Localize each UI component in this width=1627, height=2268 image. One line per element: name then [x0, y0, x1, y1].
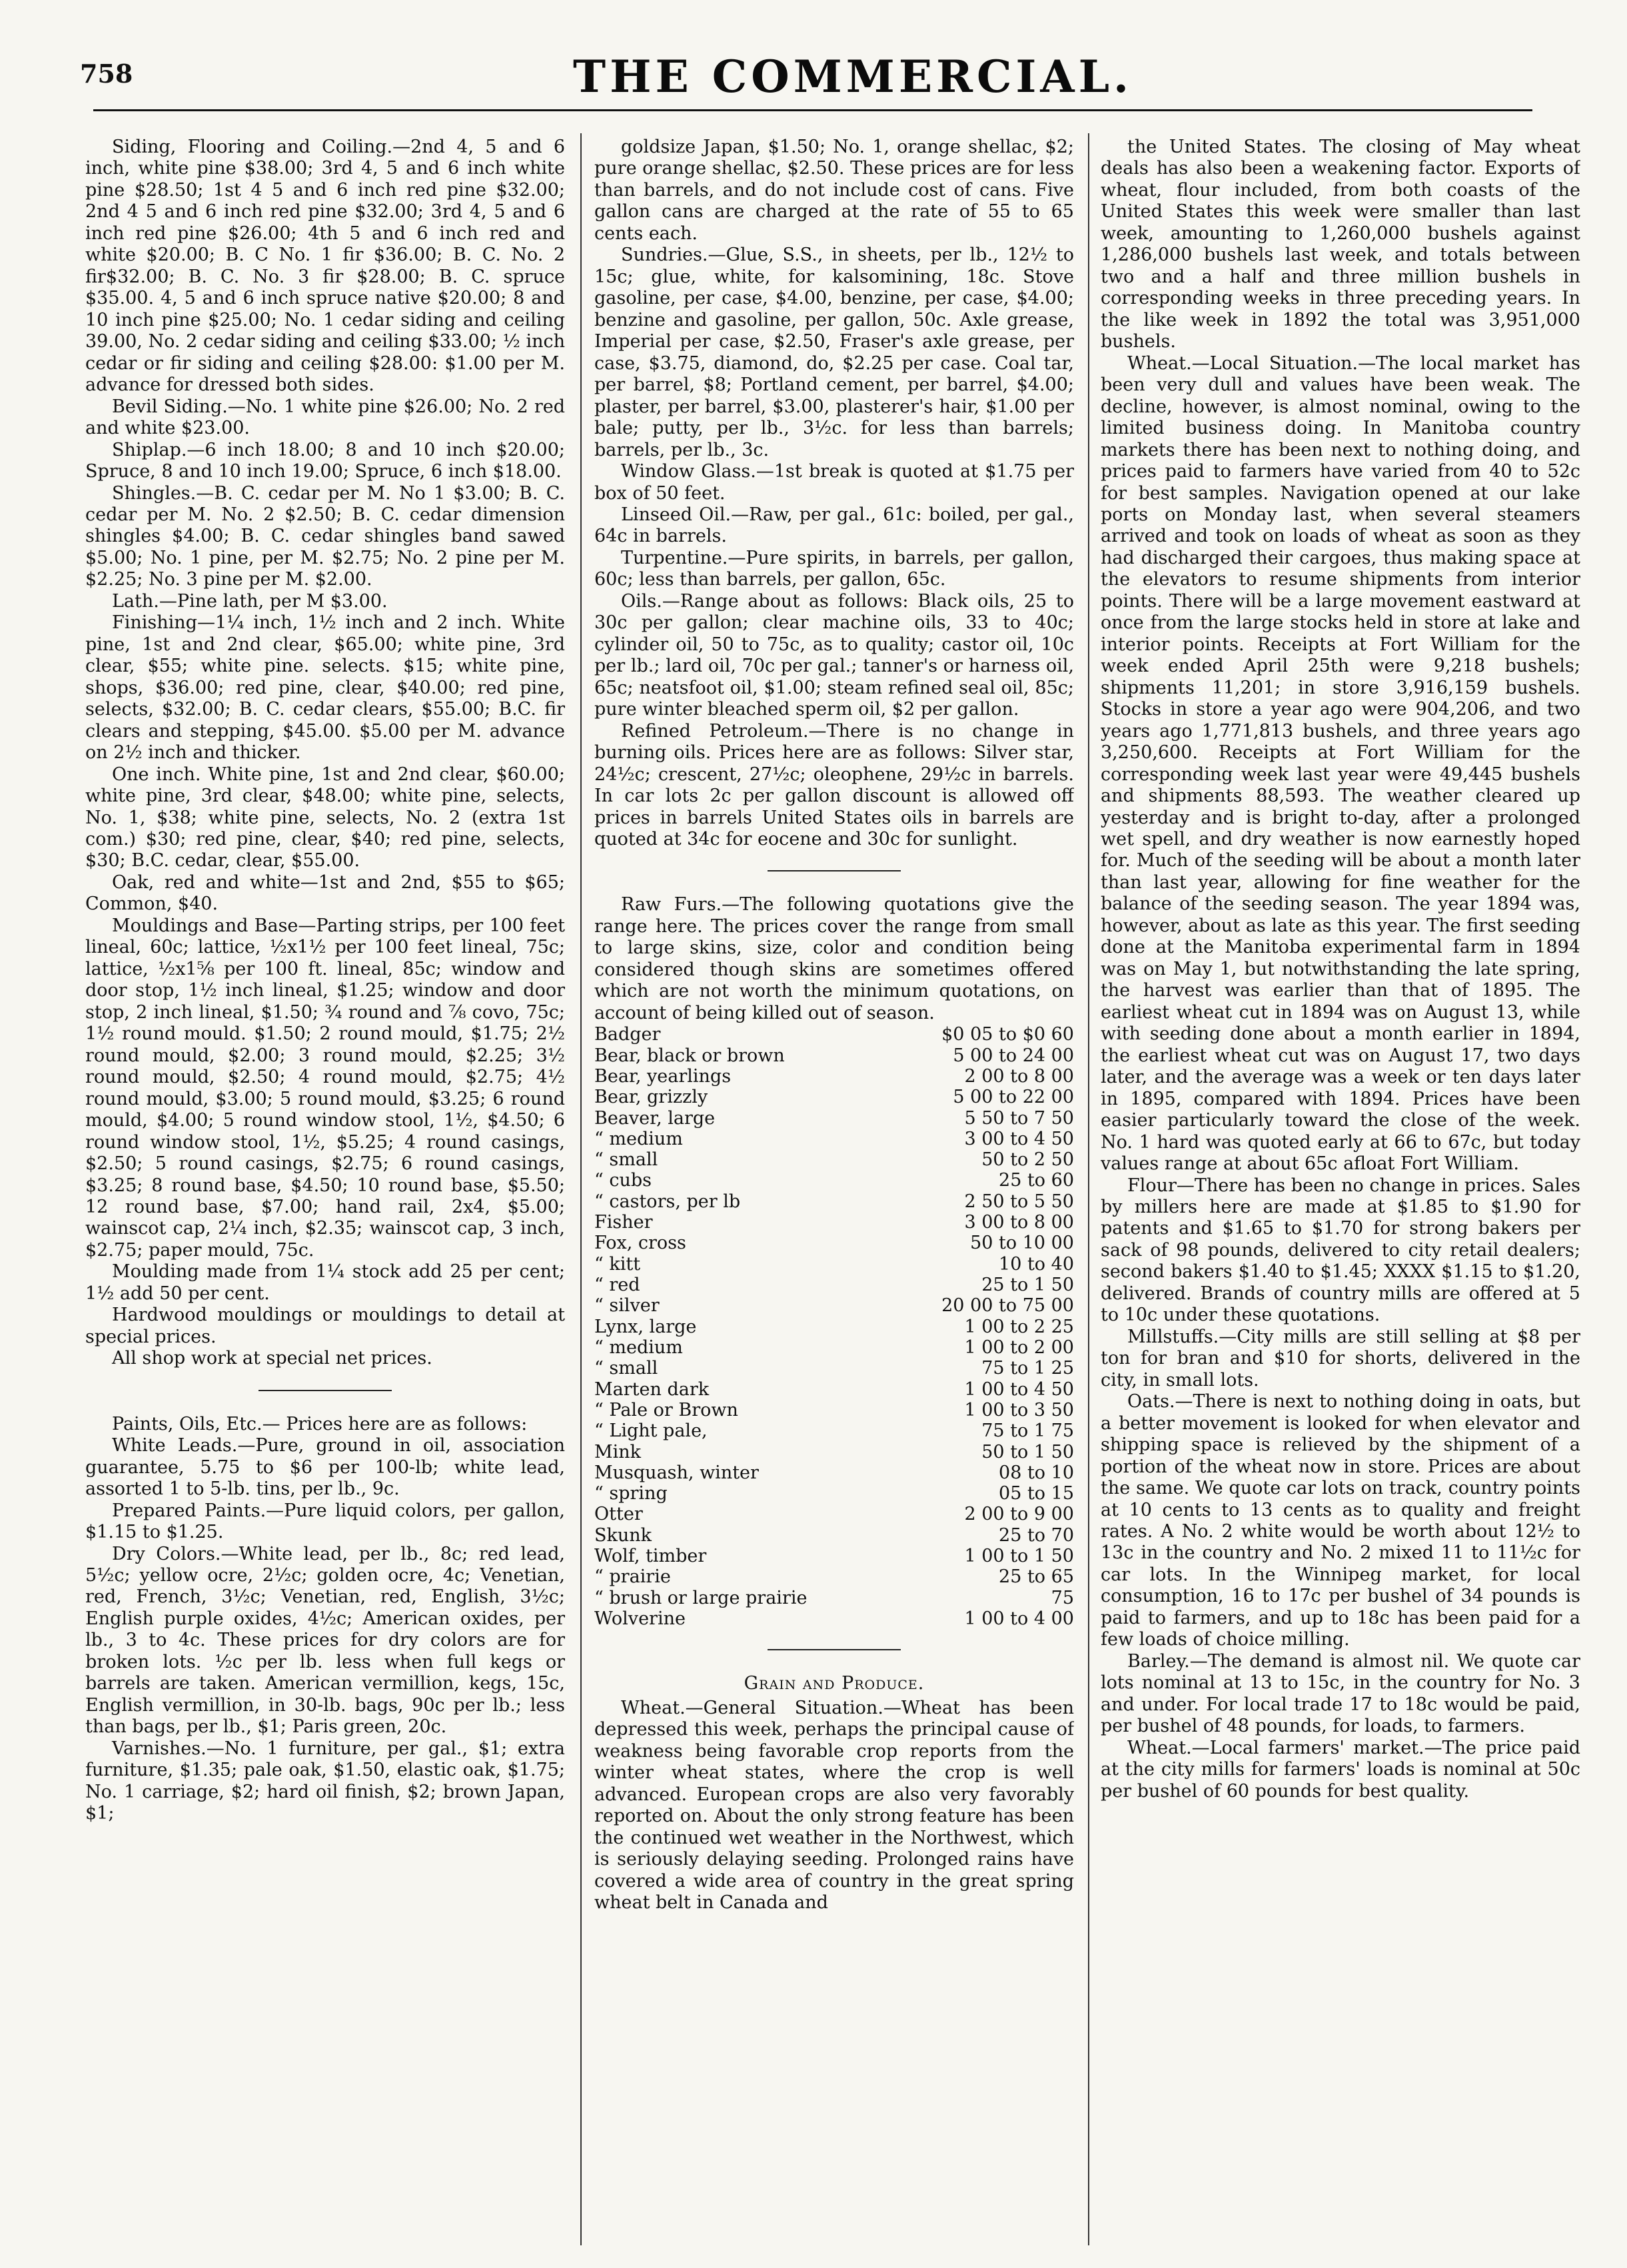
fur-row — [594, 1087, 1074, 1107]
paragraph: Wheat.—Local farmers' market.—The price paid at the city mills for farmers' loads is nominal at 50c per bushel of 60 pounds for best quality. — [1101, 1737, 1580, 1802]
header-rule — [93, 109, 1532, 111]
fur-name: “ red — [594, 1275, 640, 1296]
paragraph: Mouldings and Base—Parting strips, per 100 feet lineal, 60c; lattice, ½x1½ per 100 feet lineal, 75c; lattice, ½x1⅝ per 100 ft. lineal, 85c; window and door stop, 1½ inch lineal, $1.25; window and door stop, 2 inch lineal, $1.50; ¾ round and ⅞ covo, 75c; 1½ round mould. $1.50; 2 round mould, $1.75; 2½ round mould, $2.00; 3 round mould, $2.25; 3½ round mould, $2.50; 4 round mould, $2.75; 4½ round mould, $3.00; 5 round mould, $3.25; 6 round mould, $4.00; 5 round window stool, 1½, $4.50; 6 round window stool, 1½, $5.25; 4 round casings, $2.50; 5 round casings, $2.75; 6 round casings, $3.25; 8 round base, $4.50; 10 round base, $5.50; 12 round base, $7.00; hand rail, 2x4, $5.00; wainscot cap, 2¼ inch, $2.35; wainscot cap, 3 inch, $2.75; paper mould, 75c. — [85, 915, 565, 1261]
fur-name: “ brush or large prairie — [594, 1587, 808, 1608]
fur-price: 25 to 70 — [999, 1524, 1074, 1546]
section-rule — [768, 1649, 901, 1650]
paragraph: Siding, Flooring and Coiling.—2nd 4, 5 and 6 inch, white pine $38.00; 3rd 4, 5 and 6 inch white pine $28.50; 1st 4 5 and 6 inch red pine $32.00; 2nd 4 5 and 6 inch red pine $32.00; 3rd 4, 5 and 6 inch red pine $26.00; 4th 5 and 6 inch red and white $20.00; B. C No. 1 fir $36.00; B. C. No. 2 fir$32.00; B. C. No. 3 fir $28.00; B. C. spruce $35.00. 4, 5 and 6 inch spruce native $20.00; 8 and 10 inch pine $25.00; No. 1 cedar siding and ceiling 39.00, No. 2 cedar siding and ceiling $33.00; ½ inch cedar or fir siding and ceiling $28.00: $1.00 per M. advance for dressed both sides. — [85, 137, 565, 396]
paragraph: Millstuffs.—City mills are still selling at $8 per ton for bran and $10 for shorts, delivered in the city, in small lots. — [1101, 1326, 1580, 1391]
fur-name: Marten dark — [594, 1379, 710, 1400]
fur-name: Wolverine — [594, 1608, 686, 1630]
paragraph: Dry Colors.—White lead, per lb., 8c; red lead, 5½c; yellow ocre, 2½c; golden ocre, 4c; Venetian, red, French, 3½c; Venetian, red, English, 3½c; English purple oxides, 4½c; American oxides, per lb., 3 to 4c. These prices for dry colors are for broken lots. ½c per lb. less when full kegs or barrels are taken. American vermillion, kegs, 15c, English vermillion, in 30-lb. bags, 90c per lb.; less than bags, per lb., $1; Paris green, 20c. — [85, 1543, 565, 1738]
paragraph: Oats.—There is next to nothing doing in oats, but a better movement is looked for when elevator and shipping space is relieved by the shipment of a portion of the wheat now in store. Prices are about the same. We quote car lots on track, country points at 10 cents to 13 cents as to quality and freight rates. A No. 2 white would be worth about 12½ to 13c in the country and No. 2 mixed 11 to 11½c for car lots. In the Winnipeg market, for local consumption, 16 to 17c per bushel of 34 pounds is paid to farmers, and up to 18c has been paid for a few loads of choice milling. — [1101, 1391, 1580, 1650]
paragraph: Moulding made from 1¼ stock add 25 per cent; 1½ add 50 per cent. — [85, 1261, 565, 1304]
fur-row — [594, 1191, 1074, 1212]
fur-name: “ small — [594, 1358, 658, 1379]
fur-row — [594, 1566, 1074, 1587]
section-rule — [768, 870, 901, 871]
fur-price: 25 to 65 — [999, 1566, 1074, 1588]
fur-row — [594, 1400, 1074, 1420]
paragraph: Oils.—Range about as follows: Black oils, 25 to 30c per gallon; clear machine oils, 33 to 40c; cylinder oil, 50 to 75c, as to quality; castor oil, 10c per lb.; lard oil, 70c per gal.; tanner's or harness oil, 65c; neatsfoot oil, $1.00; steam refined seal oil, 85c; pure winter bleached sperm oil, $2 per gallon. — [594, 590, 1074, 720]
fur-price: 5 00 to 22 00 — [953, 1087, 1074, 1108]
newspaper-title: THE COMMERCIAL. — [572, 51, 1133, 103]
fur-name: Mink — [594, 1441, 642, 1462]
fur-name: “ kitt — [594, 1253, 641, 1275]
fur-price: $0 05 to $0 60 — [941, 1024, 1074, 1045]
fur-name: Lynx, large — [594, 1316, 697, 1337]
paragraph: Wheat.—General Situation.—Wheat has been depressed this week, perhaps the principal cause of weakness being favorable crop reports from the winter wheat states, where the crop is well advanced. European crops are also very favorably reported on. About the only strong feature has been the continued wet weather in the Northwest, which is seriously delaying seeding. Prolonged rains have covered a wide area of country in the great spring wheat belt in Canada and — [594, 1697, 1074, 1914]
paragraph: One inch. White pine, 1st and 2nd clear, $60.00; white pine, 3rd clear, $48.00; white pine, selects, No. 1, $38; white pine, selects, No. 2 (extra 1st com.) $30; red pine, clear, $40; red pine, selects, $30; B.C. cedar, clear, $55.00. — [85, 764, 565, 871]
fur-row — [594, 1170, 1074, 1191]
paragraph: Wheat.—Local Situation.—The local market has been very dull and values have been weak. The decline, however, is almost nominal, owing to the limited business doing. In Manitoba country markets there has been next to nothing doing, and prices paid to farmers have varied from 40 to 52c for best samples. Navigation opened at our lake ports on Monday last, when several steamers arrived and took on loads of wheat as soon as they had discharged their cargoes, thus making space at the elevators to resume shipments from interior points. There will be a large movement eastward at once from the large stocks held in store at lake and interior points. Receipts at Fort William for the week ended April 25th were 9,218 bushels; shipments 11,201; in store 3,916,159 bushels. Stocks in store a year ago were 904,206, and two years ago 1,771,813 bushels, and three years ago 3,250,600. Receipts at Fort William for the corresponding week last year were 49,445 bushels and shipments 88,593. The weather cleared up yesterday and is bright to-day, after a prolonged wet spell, and dry weather is now earnestly hoped for. Much of the seeding will be about a month later than last year, allowing for fine weather for the balance of the seeding season. The year 1894 was, however, about as late as this year. The first seeding done at the Manitoba experimental farm in 1894 was on May 1, but notwithstanding the late spring, the harvest was earlier than that of 1895. The earliest wheat cut in 1894 was on August 13, while with seeding done about a month earlier in 1894, the earliest wheat cut was on August 17, two days later, and the average was a week or ten days later in 1895, compared with 1894. Prices have been easier particularly toward the close of the week. No. 1 hard was quoted early at 66 to 67c, but today values range at about 65c afloat Fort William. — [1101, 352, 1580, 1175]
fur-name: “ small — [594, 1149, 658, 1171]
fur-price: 2 50 to 5 50 — [964, 1191, 1074, 1212]
fur-name: Bear, grizzly — [594, 1087, 708, 1108]
paragraph: Flour—There has been no change in prices. Sales by millers here are made at $1.85 to $1.90 for patents and $1.65 to $1.70 for strong bakers per sack of 98 pounds, delivered to city retail dealers; second bakers $1.40 to $1.45; XXXX $1.15 to $1.20, delivered. Brands of country mills are offered at 5 to 10c under these quotations. — [1101, 1175, 1580, 1326]
fur-price: 75 to 1 75 — [981, 1420, 1074, 1442]
column-3 — [1101, 137, 1580, 2242]
fur-row — [594, 1024, 1074, 1045]
paragraph: Prepared Paints.—Pure liquid colors, per gallon, $1.15 to $1.25. — [85, 1500, 565, 1543]
fur-price: 1 00 to 4 50 — [964, 1379, 1074, 1400]
fur-name: Wolf, timber — [594, 1546, 707, 1567]
paragraph: the United States. The closing of May wheat deals has also been a weakening factor. Exports of wheat, flour included, from both coasts of the United States this week were smaller than last week, amounting to 1,260,000 bushels against 1,286,000 bushels last week, and totals between two and a half and three million bushels in corresponding weeks in three preceding years. In the like week in 1892 the total was 3,951,000 bushels. — [1101, 137, 1580, 352]
paragraph: Sundries.—Glue, S.S., in sheets, per lb., 12½ to 15c; glue, white, for kalsomining, 18c. Stove gasoline, per case, $4.00, benzine, per case, $4.00; benzine and gasoline, per gallon, 50c. Axle grease, Imperial per case, $2.50, Fraser's axle grease, per case, $3.75, diamond, do, $2.25 per case. Coal tar, per barrel, $8; Portland cement, per barrel, $4.00; plaster, per barrel, $3.00, plasterer's hair, $1.00 per bale; putty, per lb., 3½c. for less than barrels; barrels, per lb., 3c. — [594, 245, 1074, 460]
fur-price: 1 00 to 4 00 — [964, 1608, 1074, 1630]
fur-price: 75 to 1 25 — [981, 1358, 1074, 1379]
fur-row — [594, 1483, 1074, 1504]
paragraph: goldsize Japan, $1.50; No. 1, orange shellac, $2; pure orange shellac, $2.50. These prices are for less than barrels, and do not include cost of cans. Five gallon cans are charged at the rate of 55 to 65 cents each. — [594, 137, 1074, 244]
fur-row — [594, 1045, 1074, 1066]
fur-price: 05 to 15 — [999, 1483, 1074, 1504]
fur-row — [594, 1066, 1074, 1087]
fur-row — [594, 1212, 1074, 1233]
fur-price-table — [594, 1024, 1074, 1629]
fur-row — [594, 1295, 1074, 1316]
fur-name: Bear, yearlings — [594, 1065, 732, 1087]
fur-name: Otter — [594, 1504, 643, 1525]
section-heading: Grain and Produce. — [744, 1673, 925, 1694]
fur-price: 50 to 1 50 — [981, 1441, 1074, 1462]
fur-row — [594, 1254, 1074, 1275]
fur-name: “ cubs — [594, 1170, 652, 1191]
fur-row — [594, 1442, 1074, 1462]
paragraph: Varnishes.—No. 1 furniture, per gal., $1; extra furniture, $1.35; pale oak, $1.50, elastic oak, $1.75; No. 1 carriage, $2; hard oil finish, $2; brown Japan, $1; — [85, 1738, 565, 1824]
paragraph: All shop work at special net prices. — [112, 1348, 432, 1369]
paragraph: Finishing—1¼ inch, 1½ inch and 2 inch. White pine, 1st and 2nd clear, $65.00; white pine, 3rd clear, $55; white pine. selects. $15; white pine, shops, $36.00; red pine, clear, $40.00; red pine, selects, $32.00; B. C. cedar clears, $55.00; B.C. fir clears and stepping, $45.00. $5.00 per M. advance on 2½ inch and thicker. — [85, 612, 565, 764]
paragraph: Barley.—The demand is almost nil. We quote car lots nominal at 13 to 15c, in the country for No. 3 and under. For local trade 17 to 18c would be paid, per bushel of 48 pounds, for loads, to farmers. — [1101, 1650, 1580, 1737]
furs-intro: Raw Furs.—The following quotations give the range here. The prices cover the range from small to large skins, size, color and condition being considered though skins are sometimes offered which are not worth the minimum quotations, on account of being killed out of season. — [594, 894, 1074, 1023]
masthead — [80, 35, 1626, 108]
fur-price: 10 to 40 — [999, 1253, 1074, 1275]
column-rule — [580, 133, 582, 2245]
fur-row — [594, 1337, 1074, 1358]
fur-name: Fisher — [594, 1212, 653, 1233]
fur-price: 5 50 to 7 50 — [964, 1107, 1074, 1129]
paragraph: Bevil Siding.—No. 1 white pine $26.00; No. 2 red and white $23.00. — [85, 396, 565, 439]
fur-row — [594, 1546, 1074, 1566]
fur-row — [594, 1608, 1074, 1629]
fur-price: 75 — [1051, 1587, 1074, 1608]
fur-name: “ medium — [594, 1128, 683, 1149]
fur-row — [594, 1275, 1074, 1295]
fur-price: 2 00 to 9 00 — [964, 1504, 1074, 1525]
fur-name: “ castors, per lb — [594, 1191, 741, 1212]
section-rule — [259, 1390, 392, 1391]
fur-row — [594, 1588, 1074, 1608]
fur-price: 25 to 1 50 — [981, 1275, 1074, 1296]
column-2 — [594, 137, 1074, 2242]
column-1 — [85, 137, 565, 2242]
paragraph: Linseed Oil.—Raw, per gal., 61c: boiled, per gal., 64c in barrels. — [594, 504, 1074, 547]
fur-price: 1 00 to 2 25 — [964, 1316, 1074, 1337]
paragraph: Oak, red and white—1st and 2nd, $55 to $65; Common, $40. — [85, 871, 565, 915]
fur-price: 5 00 to 24 00 — [953, 1045, 1074, 1066]
fur-name: “ silver — [594, 1295, 660, 1317]
fur-row — [594, 1462, 1074, 1483]
fur-price: 25 to 60 — [999, 1170, 1074, 1191]
fur-row — [594, 1504, 1074, 1524]
fur-row — [594, 1525, 1074, 1546]
fur-price: 3 00 to 4 50 — [964, 1128, 1074, 1149]
paragraph: Refined Petroleum.—There is no change in burning oils. Prices here are as follows: Silver star, 24½c; crescent, 27½c; oleophene, 29½c in barrels. In car lots 2c per gallon discount is allowed off prices in barrels United States oils in barrels are quoted at 34c for eocene and 30c for sunlight. — [594, 720, 1074, 850]
fur-row — [594, 1379, 1074, 1400]
fur-row — [594, 1149, 1074, 1170]
fur-name: “ spring — [594, 1483, 668, 1504]
fur-row — [594, 1129, 1074, 1149]
paragraph: Turpentine.—Pure spirits, in barrels, per gallon, 60c; less than barrels, per gallon, 65c. — [594, 547, 1074, 590]
paragraph: Paints, Oils, Etc.— Prices here are as follows: — [112, 1413, 528, 1434]
paragraph: Lath.—Pine lath, per M $3.00. — [112, 590, 388, 612]
fur-name: “ medium — [594, 1337, 683, 1358]
fur-name: Skunk — [594, 1524, 652, 1546]
fur-row — [594, 1317, 1074, 1337]
fur-price: 1 00 to 2 00 — [964, 1337, 1074, 1358]
fur-name: Musquash, winter — [594, 1462, 759, 1483]
paragraph: White Leads.—Pure, ground in oil, association guarantee, 5.75 to $6 per 100-lb; white lead, assorted 1 to 5-lb. tins, per lb., 9c. — [85, 1435, 565, 1500]
fur-price: 50 to 2 50 — [981, 1149, 1074, 1171]
fur-row — [594, 1420, 1074, 1441]
fur-row — [594, 1358, 1074, 1379]
paragraph: Window Glass.—1st break is quoted at $1.75 per box of 50 feet. — [594, 461, 1074, 504]
fur-price: 1 00 to 3 50 — [964, 1399, 1074, 1420]
fur-name: “ prairie — [594, 1566, 671, 1588]
fur-price: 50 to 10 00 — [970, 1233, 1074, 1254]
paragraph: Shiplap.—6 inch 18.00; 8 and 10 inch $20.00; Spruce, 8 and 10 inch 19.00; Spruce, 6 inch $18.00. — [85, 439, 565, 482]
fur-row — [594, 1108, 1074, 1129]
fur-name: “ Pale or Brown — [594, 1399, 738, 1420]
fur-name: Beaver, large — [594, 1107, 716, 1129]
fur-price: 08 to 10 — [999, 1462, 1074, 1483]
fur-price: 1 00 to 1 50 — [964, 1546, 1074, 1567]
fur-price: 2 00 to 8 00 — [964, 1065, 1074, 1087]
fur-price: 3 00 to 8 00 — [964, 1212, 1074, 1233]
fur-row — [594, 1233, 1074, 1253]
page-number: 758 — [80, 59, 133, 89]
paragraph: Shingles.—B. C. cedar per M. No 1 $3.00; B. C. cedar per M. No. 2 $2.50; B. C. cedar dimension shingles $4.00; B. C. cedar shingles band sawed $5.00; No. 1 pine, per M. $2.75; No. 2 pine per M. $2.25; No. 3 pine per M. $2.00. — [85, 482, 565, 590]
paragraph: Hardwood mouldings or mouldings to detail at special prices. — [85, 1305, 565, 1347]
fur-name: Bear, black or brown — [594, 1045, 785, 1066]
fur-price: 20 00 to 75 00 — [941, 1295, 1074, 1317]
fur-name: Fox, cross — [594, 1233, 686, 1254]
fur-name: “ Light pale, — [594, 1420, 708, 1442]
fur-name: Badger — [594, 1024, 661, 1045]
column-rule — [1088, 133, 1089, 2245]
